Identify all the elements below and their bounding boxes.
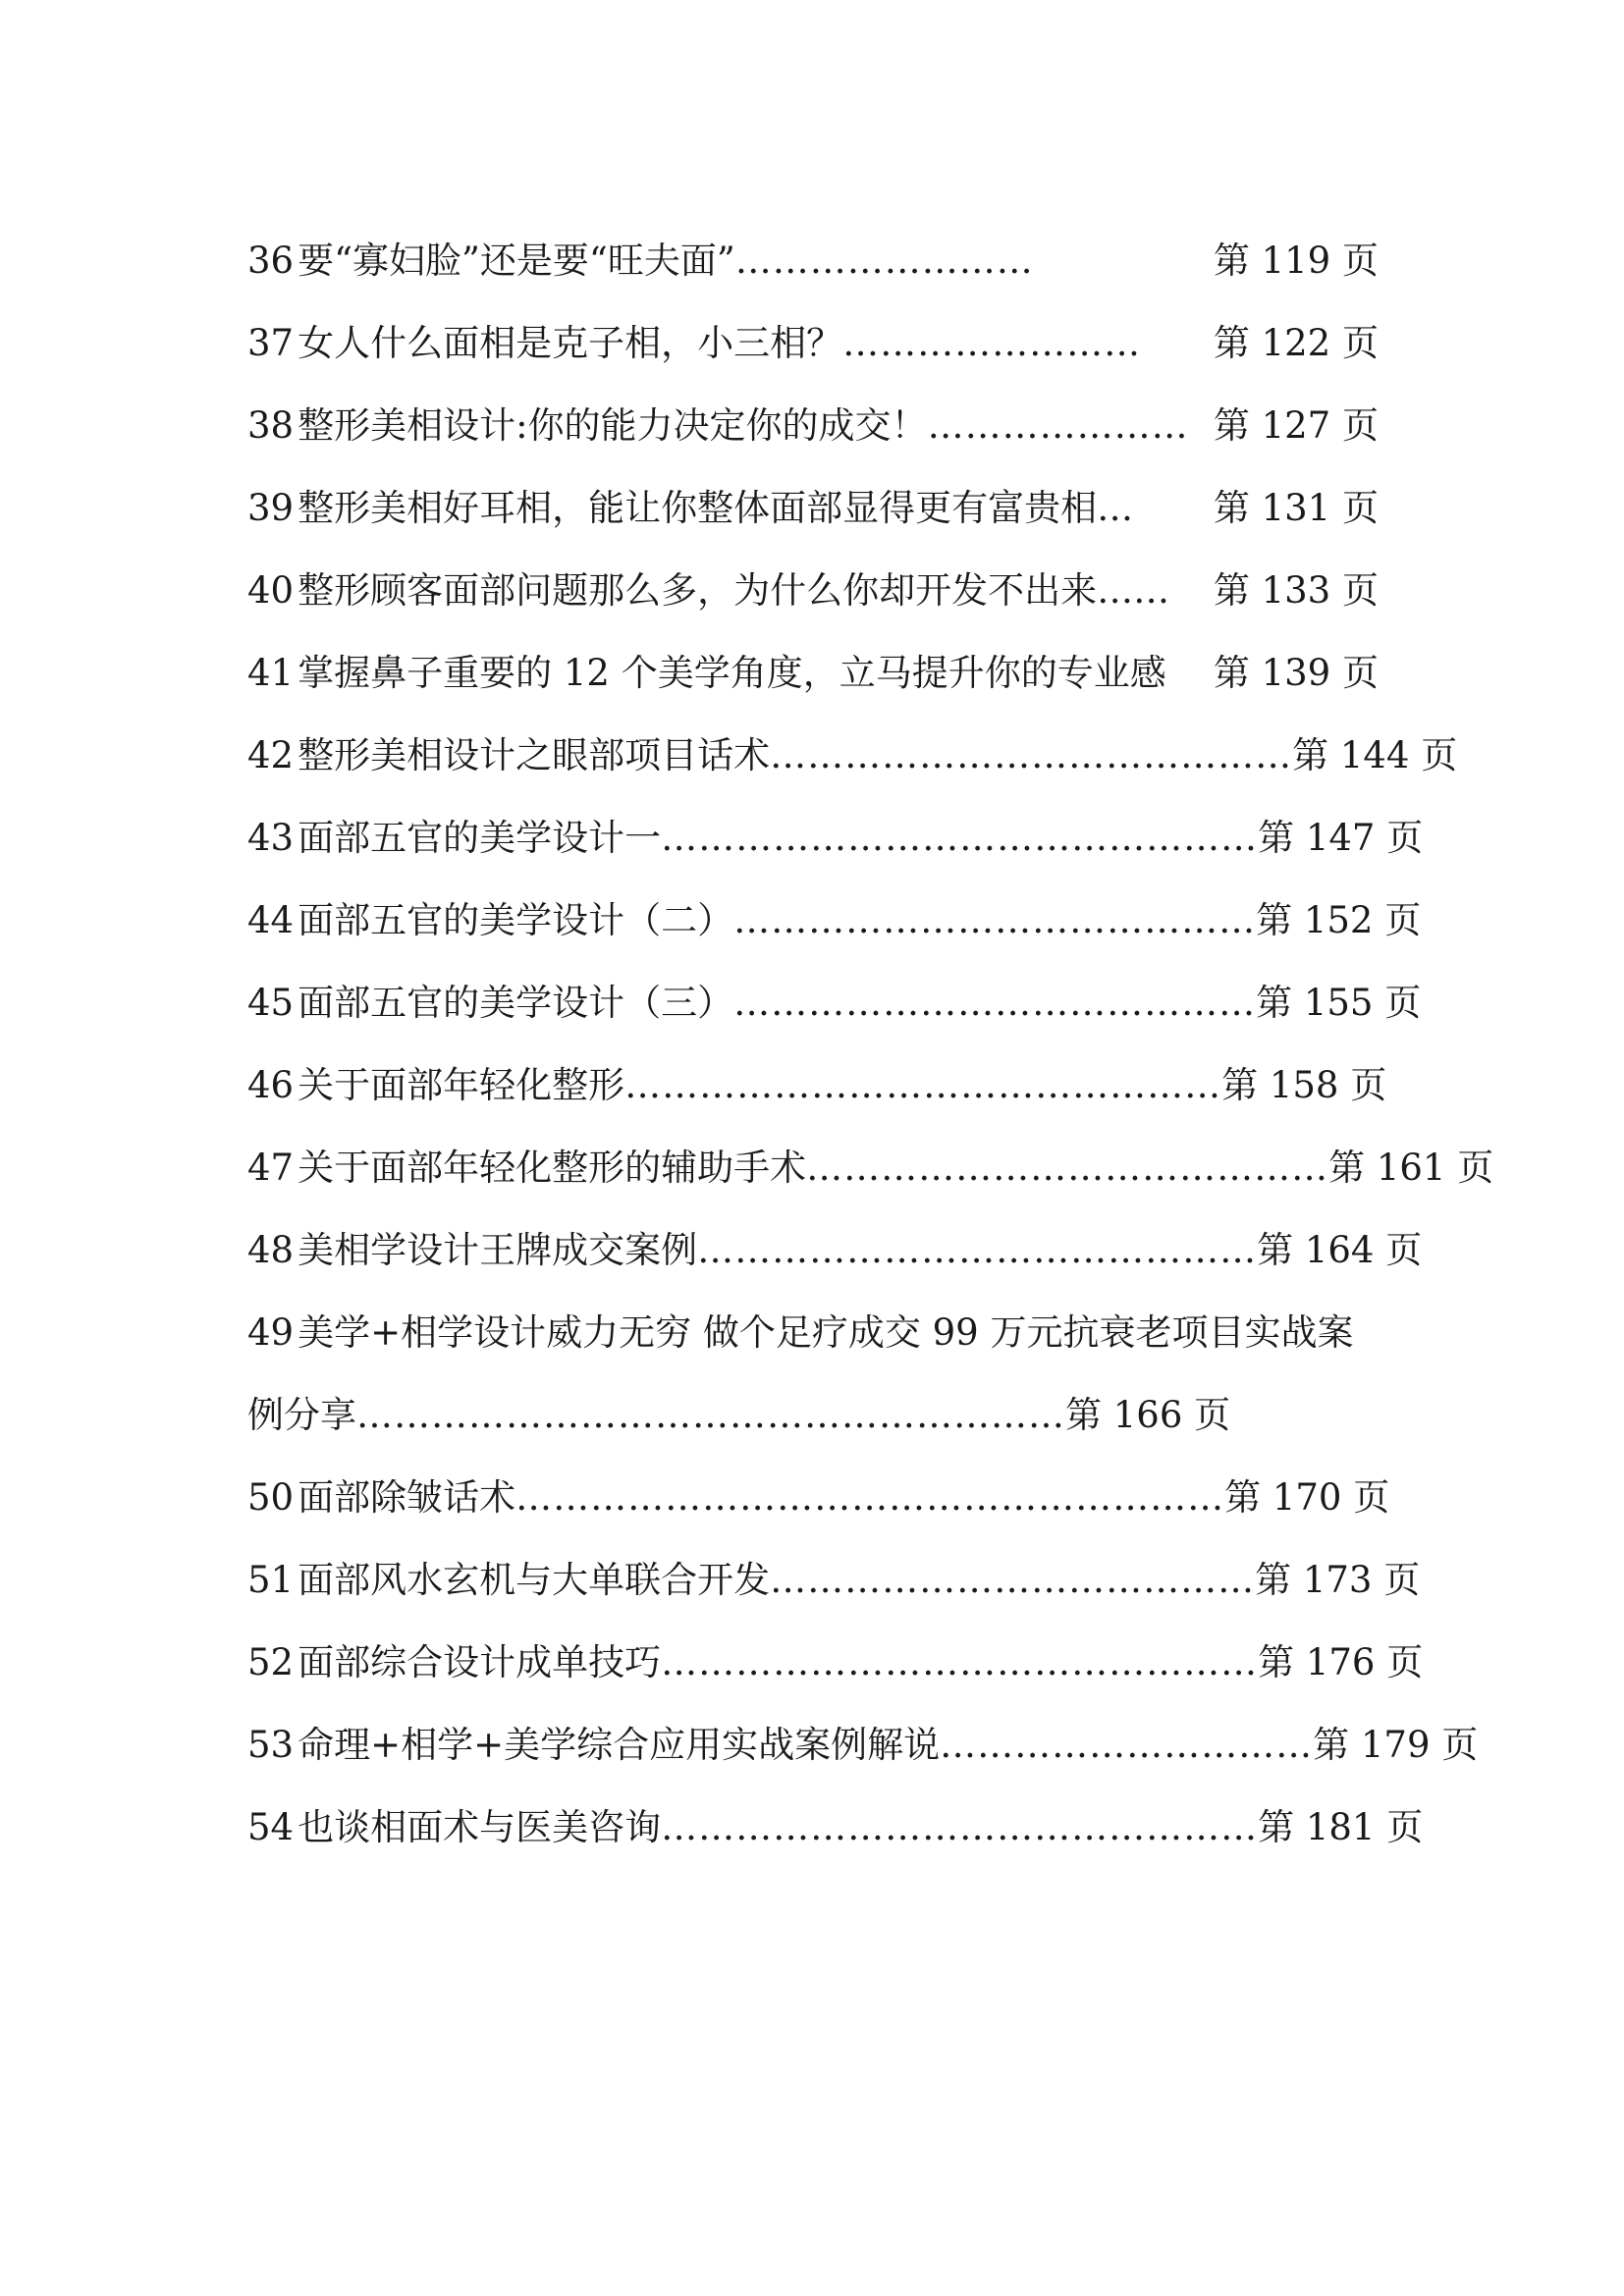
dot-leader: ………………………………………… (661, 817, 1259, 859)
dot-leader: ………………………………………… (661, 1641, 1259, 1683)
toc-entry-49[interactable] (247, 1292, 1386, 1374)
dot-leader: ………………………………………………… (515, 1476, 1225, 1519)
entry-page: 第 152 页 (1256, 899, 1422, 941)
dot-leader: ………………………………………………… (356, 1394, 1065, 1436)
toc-entry-42[interactable] (247, 715, 1458, 797)
entry-page: 第 179 页 (1313, 1724, 1479, 1766)
entry-number: 48 (247, 1229, 295, 1271)
entry-page: 第 133 页 (1213, 569, 1379, 612)
dot-leader: ……………………………………… (697, 1229, 1258, 1271)
entry-page: 第 173 页 (1255, 1559, 1421, 1601)
entry-number: 53 (247, 1724, 295, 1766)
entry-title: 要“寡妇脸”还是要“旺夫面” (298, 240, 735, 282)
entry-page: 第 158 页 (1221, 1064, 1387, 1106)
dot-leader: …………………………………… (770, 734, 1293, 776)
toc-entry-48[interactable] (247, 1209, 1423, 1292)
entry-number: 50 (247, 1476, 295, 1519)
table-of-contents (247, 220, 1494, 1869)
entry-title: 面部风水玄机与大单联合开发 (298, 1559, 771, 1601)
entry-title-line2: 例分享 (247, 1394, 356, 1436)
toc-entry-47[interactable] (247, 1127, 1494, 1209)
toc-entry-38[interactable] (247, 385, 1386, 467)
entry-title: 面部综合设计成单技巧 (298, 1641, 662, 1683)
dot-leader: ………………………………… (770, 1559, 1256, 1601)
dot-leader: ………………………………………… (661, 1806, 1259, 1848)
toc-entry-37[interactable] (247, 302, 1386, 385)
entry-number: 43 (247, 817, 295, 859)
entry-number: 38 (247, 404, 295, 447)
dot-leader: ………………………… (940, 1724, 1314, 1766)
entry-title: 面部五官的美学设计一 (298, 817, 662, 859)
toc-entry-45[interactable] (247, 962, 1422, 1044)
toc-entry-36[interactable] (247, 220, 1386, 302)
entry-number: 42 (247, 734, 295, 776)
entry-number: 36 (247, 240, 295, 282)
dot-leader: ………………… (927, 404, 1189, 447)
entry-title-line1: 美学+相学设计威力无穷 做个足疗成交 99 万元抗衰老项目实战案 (298, 1311, 1354, 1354)
entry-page: 第 122 页 (1213, 322, 1379, 364)
toc-entry-39[interactable] (247, 467, 1386, 550)
entry-title: 关于面部年轻化整形的辅助手术 (298, 1147, 807, 1189)
entry-page: 第 131 页 (1213, 487, 1379, 529)
entry-page: 第 164 页 (1257, 1229, 1423, 1271)
entry-number: 52 (247, 1641, 295, 1683)
toc-entry-46[interactable] (247, 1044, 1386, 1127)
entry-number: 51 (247, 1559, 295, 1601)
entry-title: 掌握鼻子重要的 12 个美学角度，立马提升你的专业感 (298, 652, 1166, 694)
entry-number: 46 (247, 1064, 295, 1106)
entry-page: 第 176 页 (1258, 1641, 1424, 1683)
entry-page: 第 166 页 (1065, 1394, 1231, 1436)
dot-leader: …………………… (734, 240, 1034, 282)
entry-title: 面部五官的美学设计（三） (298, 982, 734, 1024)
toc-entry-52[interactable] (247, 1622, 1424, 1704)
entry-title: 女人什么面相是克子相，小三相？ (298, 322, 843, 364)
entry-title: 关于面部年轻化整形 (298, 1064, 625, 1106)
dot-leader: …………………………………… (806, 1147, 1329, 1189)
toc-entry-44[interactable] (247, 880, 1422, 962)
entry-page: 第 170 页 (1224, 1476, 1390, 1519)
toc-entry-43[interactable] (247, 797, 1424, 880)
entry-number: 40 (247, 569, 295, 612)
entry-title: 整形美相设计之眼部项目话术 (298, 734, 771, 776)
entry-number: 45 (247, 982, 295, 1024)
entry-title: 面部除皱话术 (298, 1476, 516, 1519)
toc-entry-53[interactable] (247, 1704, 1479, 1787)
entry-page: 第 119 页 (1213, 240, 1379, 282)
entry-title: 面部五官的美学设计（二） (298, 899, 734, 941)
entry-number: 47 (247, 1147, 295, 1189)
dot-leader: …………………………………… (733, 982, 1257, 1024)
toc-entry-50[interactable] (247, 1457, 1390, 1539)
dot-leader: …………………………………… (733, 899, 1257, 941)
entry-title: 整形顾客面部问题那么多，为什么你却开发不出来…… (298, 569, 1170, 612)
entry-page: 第 127 页 (1213, 404, 1379, 447)
entry-number: 54 (247, 1806, 295, 1848)
toc-entry-51[interactable] (247, 1539, 1421, 1622)
entry-title: 命理+相学+美学综合应用实战案例解说 (298, 1724, 941, 1766)
entry-number: 37 (247, 322, 295, 364)
dot-leader: …………………… (842, 322, 1142, 364)
entry-page: 第 144 页 (1292, 734, 1458, 776)
entry-page: 第 155 页 (1256, 982, 1422, 1024)
entry-number: 39 (247, 487, 295, 529)
entry-title: 美相学设计王牌成交案例 (298, 1229, 698, 1271)
toc-entry-54[interactable] (247, 1787, 1424, 1869)
entry-page: 第 147 页 (1258, 817, 1424, 859)
toc-entry-40[interactable] (247, 550, 1386, 632)
entry-number: 49 (247, 1311, 295, 1354)
entry-title: 整形美相设计:你的能力决定你的成交！ (298, 404, 928, 447)
toc-entry-41[interactable] (247, 632, 1386, 715)
entry-number: 44 (247, 899, 295, 941)
entry-number: 41 (247, 652, 295, 694)
entry-page: 第 139 页 (1213, 652, 1379, 694)
entry-title: 整形美相好耳相，能让你整体面部显得更有富贵相… (298, 487, 1134, 529)
entry-page: 第 181 页 (1258, 1806, 1424, 1848)
toc-entry-49-continued[interactable] (247, 1374, 1386, 1457)
dot-leader: ………………………………………… (624, 1064, 1222, 1106)
entry-title: 也谈相面术与医美咨询 (298, 1806, 662, 1848)
entry-page: 第 161 页 (1328, 1147, 1494, 1189)
